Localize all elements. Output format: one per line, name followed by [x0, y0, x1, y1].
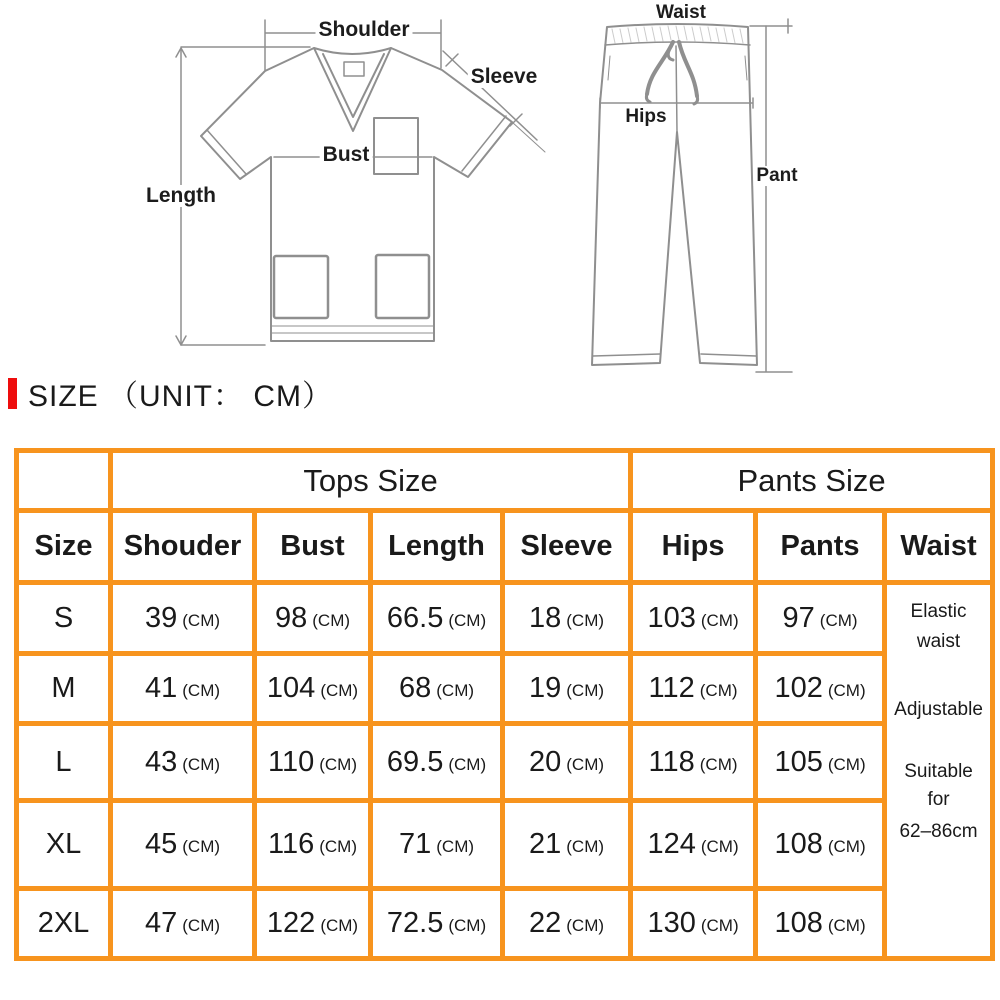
pants-size-group-header: Pants Size — [631, 451, 993, 511]
size-value: XL — [17, 801, 111, 889]
cell-length: 69.5 (CM) — [371, 724, 503, 801]
cell-bust: 116 (CM) — [255, 801, 371, 889]
cell-shouder: 43 (CM) — [111, 724, 255, 801]
waist-note-line: Suitable — [904, 761, 973, 782]
col-header-length: Length — [371, 511, 503, 583]
table-row-l — [17, 724, 993, 801]
table-row-2xl — [17, 889, 993, 959]
cell-length: 68 (CM) — [371, 654, 503, 724]
table-row-m — [17, 654, 993, 724]
cell-pants: 108 (CM) — [756, 801, 885, 889]
cell-pants: 97 (CM) — [756, 583, 885, 654]
cell-bust: 104 (CM) — [255, 654, 371, 724]
size-value: M — [17, 654, 111, 724]
size-table — [14, 448, 995, 961]
table-row-xl — [17, 801, 993, 889]
col-header-hips: Hips — [631, 511, 756, 583]
cell-pants: 102 (CM) — [756, 654, 885, 724]
cell-hips: 130 (CM) — [631, 889, 756, 959]
bust-label: Bust — [320, 144, 373, 166]
cell-length: 66.5 (CM) — [371, 583, 503, 654]
col-header-size: Size — [17, 511, 111, 583]
cell-shouder: 47 (CM) — [111, 889, 255, 959]
size-value: L — [17, 724, 111, 801]
shoulder-label: Shoulder — [315, 19, 412, 41]
group-header-row — [17, 451, 993, 511]
cell-hips: 112 (CM) — [631, 654, 756, 724]
table-row-s — [17, 583, 993, 654]
cell-hips: 103 (CM) — [631, 583, 756, 654]
col-header-bust: Bust — [255, 511, 371, 583]
pant-label: Pant — [753, 166, 800, 186]
cell-length: 71 (CM) — [371, 801, 503, 889]
col-header-shouder: Shouder — [111, 511, 255, 583]
col-header-sleeve: Sleeve — [503, 511, 631, 583]
cell-bust: 110 (CM) — [255, 724, 371, 801]
col-header-pants: Pants — [756, 511, 885, 583]
waist-note-line: 62–86cm — [899, 821, 978, 842]
waist-note-line: Adjustable — [894, 699, 983, 720]
length-label: Length — [143, 185, 219, 207]
size-heading-text: SIZE （UNIT： CM） — [28, 380, 333, 413]
waist-note-line: waist — [916, 631, 961, 652]
heading-red-bar — [8, 378, 17, 409]
column-header-row — [17, 511, 993, 583]
cell-bust: 122 (CM) — [255, 889, 371, 959]
scrub-top-drawing — [0, 0, 560, 380]
cell-shouder: 39 (CM) — [111, 583, 255, 654]
waist-note-line: for — [927, 789, 950, 810]
sleeve-label: Sleeve — [468, 66, 541, 88]
cell-sleeve: 18 (CM) — [503, 583, 631, 654]
hips-label: Hips — [622, 107, 669, 127]
cell-pants: 105 (CM) — [756, 724, 885, 801]
cell-length: 72.5 (CM) — [371, 889, 503, 959]
cell-sleeve: 19 (CM) — [503, 654, 631, 724]
cell-bust: 98 (CM) — [255, 583, 371, 654]
cell-shouder: 45 (CM) — [111, 801, 255, 889]
cell-sleeve: 21 (CM) — [503, 801, 631, 889]
cell-sleeve: 20 (CM) — [503, 724, 631, 801]
cell-shouder: 41 (CM) — [111, 654, 255, 724]
cell-pants: 108 (CM) — [756, 889, 885, 959]
col-header-waist: Waist — [885, 511, 993, 583]
cell-sleeve: 22 (CM) — [503, 889, 631, 959]
corner-cell — [17, 451, 111, 511]
size-heading — [8, 375, 333, 411]
waist-label: Waist — [653, 3, 709, 23]
size-value: 2XL — [17, 889, 111, 959]
cell-hips: 124 (CM) — [631, 801, 756, 889]
waist-note-line: Elastic — [910, 601, 967, 622]
scrub-pants-drawing — [560, 0, 840, 400]
waist-note-cell — [885, 583, 993, 959]
size-value: S — [17, 583, 111, 654]
tops-size-group-header: Tops Size — [111, 451, 631, 511]
cell-hips: 118 (CM) — [631, 724, 756, 801]
